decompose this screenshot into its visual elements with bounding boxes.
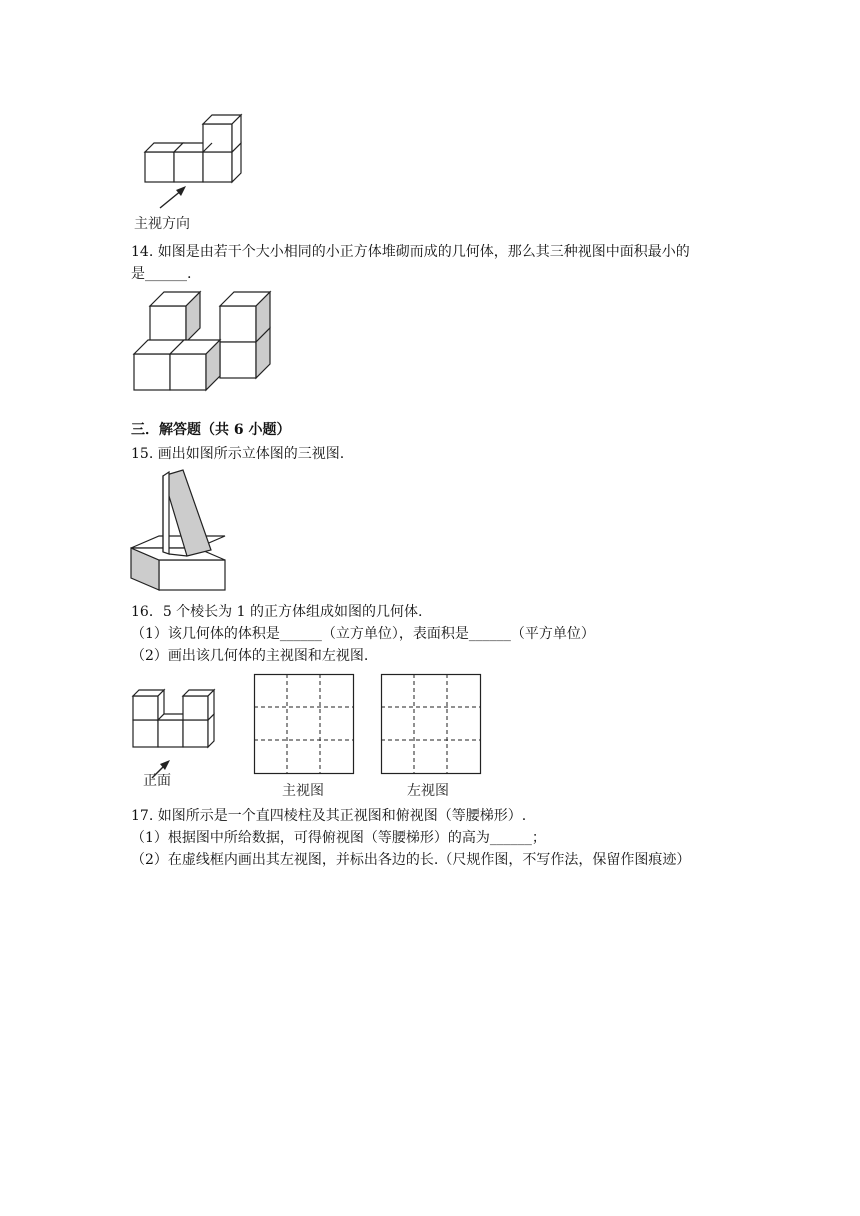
q16-left-view-grid: [381, 674, 481, 774]
section-3-heading: 三．解答题（共 6 小题）: [131, 422, 291, 438]
q17-part2: （2）在虚线框内画出其左视图，并标出各边的长.（尺规作图，不写作法，保留作图痕迹）: [131, 852, 691, 868]
q15-solid-figure: [129, 468, 229, 593]
q16-part1: （1）该几何体的体积是______（立方单位），表面积是______（平方单位）: [131, 626, 595, 642]
q13-cube-figure: [140, 112, 260, 207]
q17-text: 17. 如图所示是一个直四棱柱及其正视图和俯视图（等腰梯形）.: [131, 808, 527, 824]
q16-part2: （2）画出该几何体的主视图和左视图.: [131, 648, 369, 664]
q14-line2: 是______.: [131, 266, 192, 282]
q16-front-caption: 正面: [143, 773, 171, 789]
q14-cube-stack-figure: [130, 288, 280, 398]
q16-front-view-grid: [254, 674, 354, 774]
q16-left-view-label: 左视图: [407, 783, 449, 799]
q16-front-view-label: 主视图: [282, 783, 324, 799]
q15-text: 15. 画出如图所示立体图的三视图.: [131, 446, 345, 462]
q14-line1: 14. 如图是由若干个大小相同的小正方体堆砌而成的几何体，那么其三种视图中面积最小的: [131, 244, 690, 260]
q16-cube-figure: [130, 684, 225, 784]
q16-text: 16．5 个棱长为 1 的正方体组成如图的几何体.: [131, 604, 423, 620]
q13-arrow-caption: 主视方向: [134, 216, 190, 232]
q17-part1: （1）根据图中所给数据，可得俯视图（等腰梯形）的高为______；: [131, 830, 546, 846]
